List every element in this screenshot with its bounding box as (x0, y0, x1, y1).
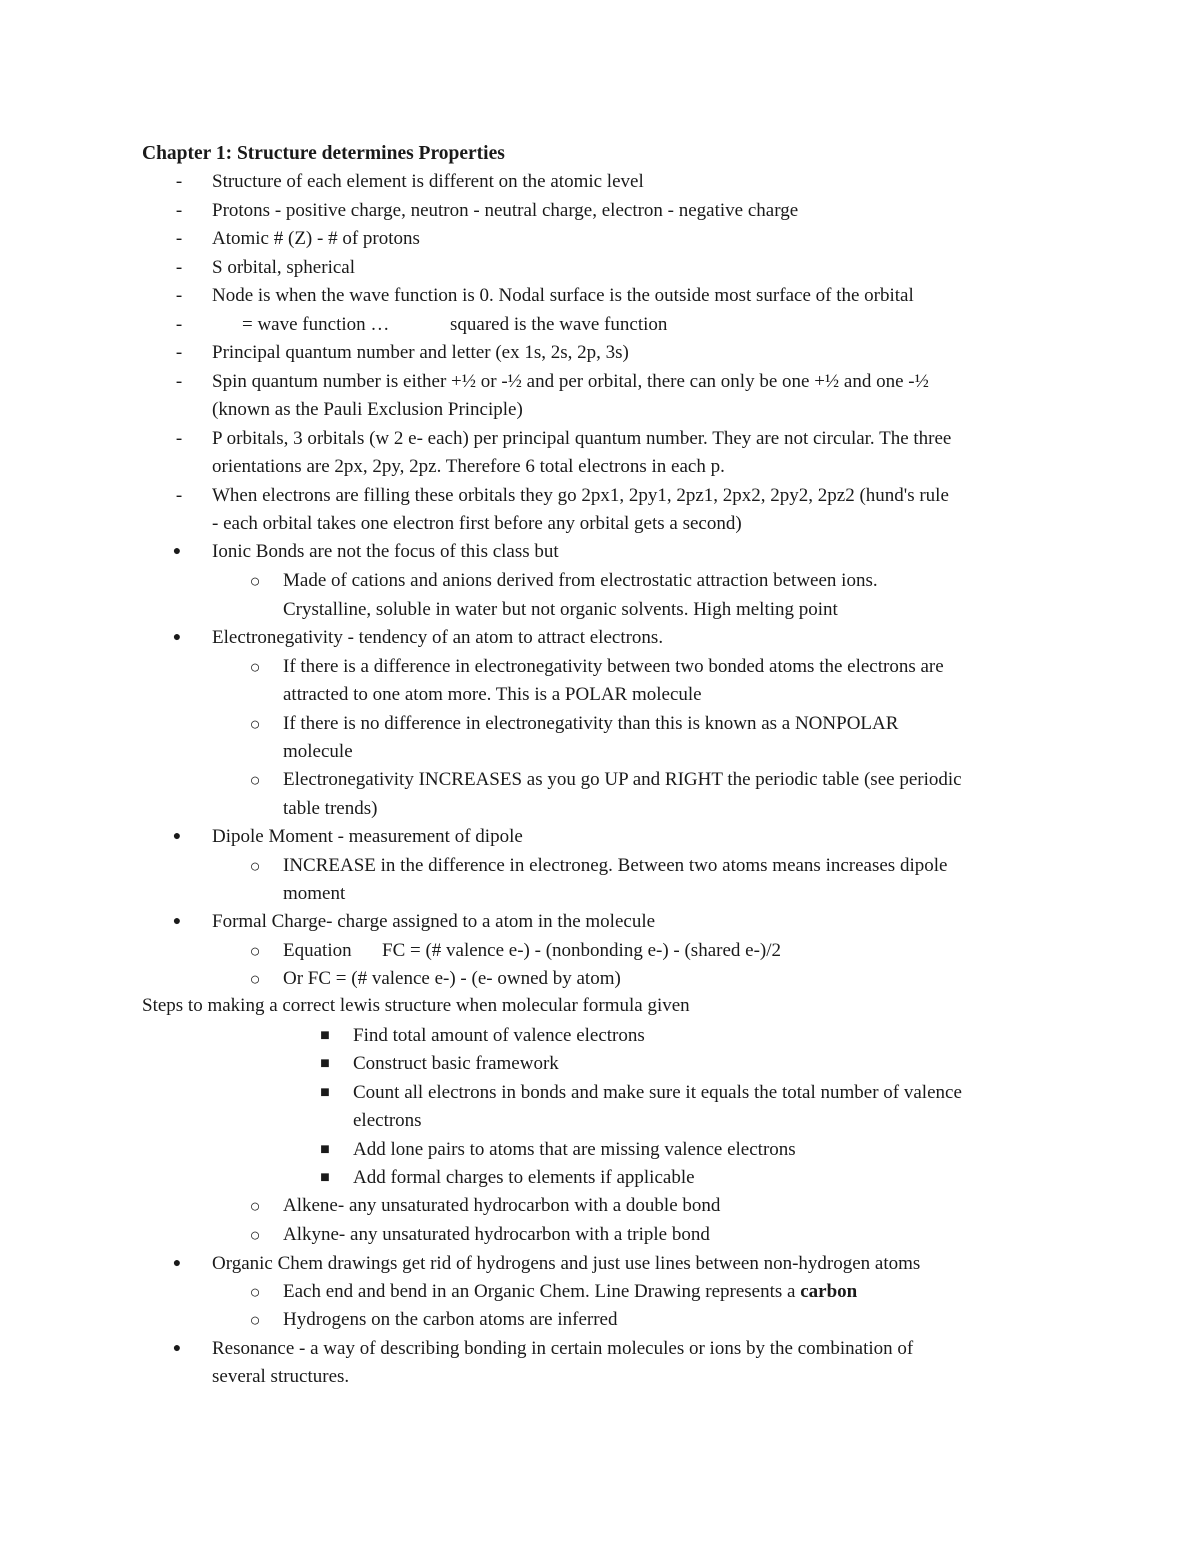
step-item: Add lone pairs to atoms that are missing valence electrons (353, 1139, 796, 1160)
sub-list-item (283, 1280, 857, 1304)
sub-list-item-continuation: moment (283, 883, 346, 904)
dash-marker: - (175, 200, 183, 221)
circle-marker: ○ (249, 571, 261, 591)
list-item-continuation: - each orbital takes one electron first before any orbital gets a second) (212, 513, 742, 534)
dash-marker: - (175, 171, 183, 192)
sub-list-item: If there is no difference in electronegativity than this is known as a NONPOLAR (283, 713, 899, 734)
steps-heading: Steps to making a correct lewis structure when molecular formula given (142, 995, 690, 1016)
list-item-continuation: orientations are 2px, 2py, 2pz. Therefore 6 total electrons in each p. (212, 456, 725, 477)
step-item: Add formal charges to elements if applicable (353, 1167, 695, 1188)
list-item: Atomic # (Z) - # of protons (212, 228, 420, 249)
dash-marker: - (175, 285, 183, 306)
sub-list-item: If there is a difference in electronegativity between two bonded atoms the electrons are (283, 656, 944, 677)
square-marker: ■ (320, 1141, 330, 1158)
list-item-continuation: (known as the Pauli Exclusion Principle) (212, 399, 523, 420)
list-item: Ionic Bonds are not the focus of this class but (212, 541, 559, 562)
list-item: Structure of each element is different on the atomic level (212, 171, 644, 192)
sub-list-item-continuation: Crystalline, soluble in water but not organic solvents. High melting point (283, 599, 838, 620)
sub-list-item: Hydrogens on the carbon atoms are inferred (283, 1309, 618, 1330)
bullet-marker: ● (172, 914, 182, 929)
circle-marker: ○ (249, 941, 261, 961)
sub-list-item: Electronegativity INCREASES as you go UP and RIGHT the periodic table (see periodic (283, 769, 962, 790)
bullet-marker: ● (172, 630, 182, 645)
dash-marker: - (175, 257, 183, 278)
dash-marker: - (175, 485, 183, 506)
chapter-title: Chapter 1: Structure determines Properties (142, 143, 505, 164)
square-marker: ■ (320, 1084, 330, 1101)
circle-marker: ○ (249, 856, 261, 876)
organic-sub-text: Each end and bend in an Organic Chem. Line Drawing represents a (283, 1281, 801, 1302)
list-item-part: squared is the wave function (450, 314, 668, 335)
bullet-marker: ● (172, 1341, 182, 1356)
circle-marker: ○ (249, 770, 261, 790)
dash-marker: - (175, 314, 183, 335)
list-item: Electronegativity - tendency of an atom to attract electrons. (212, 627, 664, 648)
bullet-marker: ● (172, 829, 182, 844)
sub-list-item-continuation: molecule (283, 741, 353, 762)
step-item: Find total amount of valence electrons (353, 1025, 645, 1046)
carbon-bold-text: carbon (800, 1281, 858, 1302)
list-item: When electrons are filling these orbitals they go 2px1, 2py1, 2pz1, 2px2, 2py2, 2pz2 (hund's rule (212, 485, 949, 506)
dash-marker: - (175, 228, 183, 249)
bullet-marker: ● (172, 1256, 182, 1271)
dash-marker: - (175, 371, 183, 392)
sub-list-item: Alkene- any unsaturated hydrocarbon with a double bond (283, 1195, 721, 1216)
dash-marker: - (175, 342, 183, 363)
square-marker: ■ (320, 1055, 330, 1072)
sub-list-item: Or FC = (# valence e-) - (e- owned by atom) (283, 968, 621, 989)
bullet-marker: ● (172, 544, 182, 559)
sub-list-item: Made of cations and anions derived from electrostatic attraction between ions. (283, 570, 878, 591)
list-item: Resonance - a way of describing bonding in certain molecules or ions by the combination of (212, 1338, 914, 1359)
list-item-continuation: several structures. (212, 1366, 350, 1387)
square-marker: ■ (320, 1027, 330, 1044)
circle-marker: ○ (249, 1282, 261, 1302)
square-marker: ■ (320, 1169, 330, 1186)
dash-marker: - (175, 428, 183, 449)
step-item: Construct basic framework (353, 1053, 559, 1074)
list-item: P orbitals, 3 orbitals (w 2 e- each) per principal quantum number. They are not circular. The three (212, 428, 952, 449)
list-item: Node is when the wave function is 0. Nodal surface is the outside most surface of the orbital (212, 285, 914, 306)
sub-list-item: Alkyne- any unsaturated hydrocarbon with a triple bond (283, 1224, 710, 1245)
formal-charge-equation: FC = (# valence e-) - (nonbonding e-) - (shared e-)/2 (382, 940, 782, 961)
list-item-part: = wave function … (242, 314, 390, 335)
circle-marker: ○ (249, 1225, 261, 1245)
list-item: Spin quantum number is either +½ or -½ and per orbital, there can only be one +½ and one -½ (212, 371, 929, 392)
list-item: Dipole Moment - measurement of dipole (212, 826, 523, 847)
circle-marker: ○ (249, 1310, 261, 1330)
circle-marker: ○ (249, 1196, 261, 1216)
circle-marker: ○ (249, 969, 261, 989)
sub-list-item-part: Equation (283, 940, 352, 961)
list-item: S orbital, spherical (212, 257, 355, 278)
circle-marker: ○ (249, 714, 261, 734)
list-item: Organic Chem drawings get rid of hydrogens and just use lines between non-hydrogen atoms (212, 1253, 921, 1274)
sub-list-item-continuation: attracted to one atom more. This is a POLAR molecule (283, 684, 702, 705)
step-item-continuation: electrons (353, 1110, 422, 1131)
sub-list-item-continuation: table trends) (283, 798, 378, 819)
list-item: Formal Charge- charge assigned to a atom in the molecule (212, 911, 656, 932)
sub-list-item: INCREASE in the difference in electroneg. Between two atoms means increases dipole (283, 855, 948, 876)
step-item: Count all electrons in bonds and make sure it equals the total number of valence (353, 1082, 962, 1103)
list-item: Protons - positive charge, neutron - neutral charge, electron - negative charge (212, 200, 799, 221)
list-item: Principal quantum number and letter (ex 1s, 2s, 2p, 3s) (212, 342, 629, 363)
circle-marker: ○ (249, 657, 261, 677)
